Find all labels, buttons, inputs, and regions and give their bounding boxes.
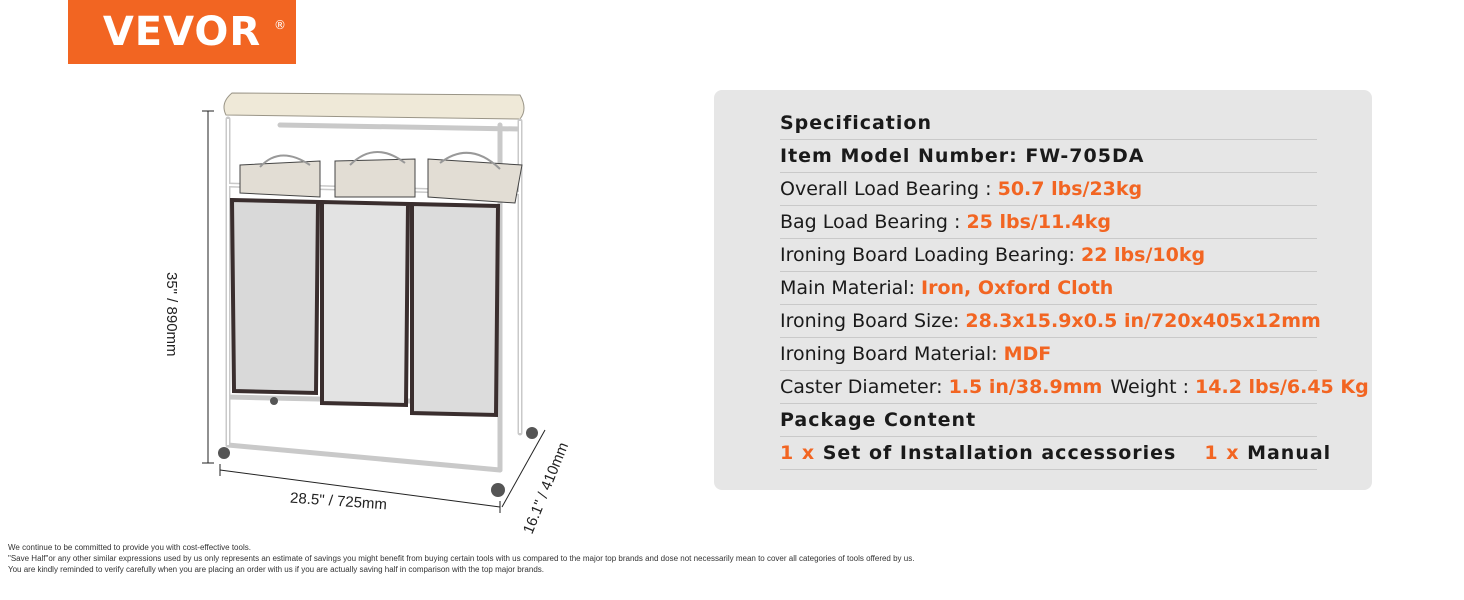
spec-label: Bag Load Bearing : bbox=[780, 211, 967, 233]
disclaimer bbox=[8, 542, 914, 575]
spec-row bbox=[780, 174, 1317, 206]
spec-row bbox=[780, 273, 1317, 305]
spec-value: 22 lbs/10kg bbox=[1080, 244, 1206, 266]
specification-panel bbox=[714, 90, 1372, 490]
spec-value: Iron, Oxford Cloth bbox=[921, 277, 1114, 299]
disclaimer-line: We continue to be committed to provide you with cost-effective tools. bbox=[8, 543, 251, 552]
spec-value: 50.7 lbs/23kg bbox=[997, 178, 1143, 200]
spec-label: Ironing Board Size: bbox=[780, 310, 966, 332]
spec-label: Main Material: bbox=[780, 277, 922, 299]
spec-list bbox=[780, 108, 1369, 471]
disclaimer-line: "Save Half"or any other similar expressions used by us only represents an estimate of savings you might benefit from buying certain tools with us compared to the major top brands and dose not necessarily mean to cover all categories of tools offered by us. bbox=[8, 554, 915, 563]
package-qty: 1 x bbox=[780, 442, 816, 464]
package-item: Manual bbox=[1247, 442, 1332, 464]
spec-value: 25 lbs/11.4kg bbox=[966, 211, 1111, 233]
spec-label: Overall Load Bearing : bbox=[780, 178, 998, 200]
spec-row bbox=[780, 240, 1317, 272]
package-row bbox=[780, 438, 1332, 470]
disclaimer-line: You are kindly reminded to verify carefully when you are placing an order with us if you are actually saving half in comparison with the top major brands. bbox=[8, 565, 544, 574]
brand-name: VEVOR bbox=[102, 9, 262, 55]
weight-label: Weight : bbox=[1110, 376, 1196, 398]
brand-logo bbox=[68, 0, 296, 64]
width-dimension: 28.5" / 725mm bbox=[289, 489, 388, 514]
caster-value: 1.5 in/38.9mm bbox=[948, 376, 1103, 398]
height-dimension: 35" / 890mm bbox=[163, 272, 180, 357]
spec-title: Specification bbox=[780, 108, 1317, 140]
model-number: Item Model Number: FW-705DA bbox=[780, 141, 1317, 173]
spec-label: Ironing Board Material: bbox=[780, 343, 1004, 365]
weight-value: 14.2 lbs/6.45 Kg bbox=[1195, 376, 1369, 398]
spec-row bbox=[780, 339, 1317, 371]
spec-value: 28.3x15.9x0.5 in/720x405x12mm bbox=[965, 310, 1321, 332]
spec-value: MDF bbox=[1003, 343, 1052, 365]
package-qty: 1 x bbox=[1204, 442, 1240, 464]
caster-label: Caster Diameter: bbox=[780, 376, 949, 398]
spec-label: Ironing Board Loading Bearing: bbox=[780, 244, 1081, 266]
registered-mark: ® bbox=[274, 18, 286, 32]
depth-dimension: 16.1" / 410mm bbox=[520, 440, 573, 537]
spec-row bbox=[780, 306, 1321, 338]
caster-weight-row bbox=[780, 372, 1369, 404]
package-title: Package Content bbox=[780, 405, 1317, 437]
package-item: Set of Installation accessories bbox=[822, 442, 1177, 464]
spec-row bbox=[780, 207, 1317, 239]
